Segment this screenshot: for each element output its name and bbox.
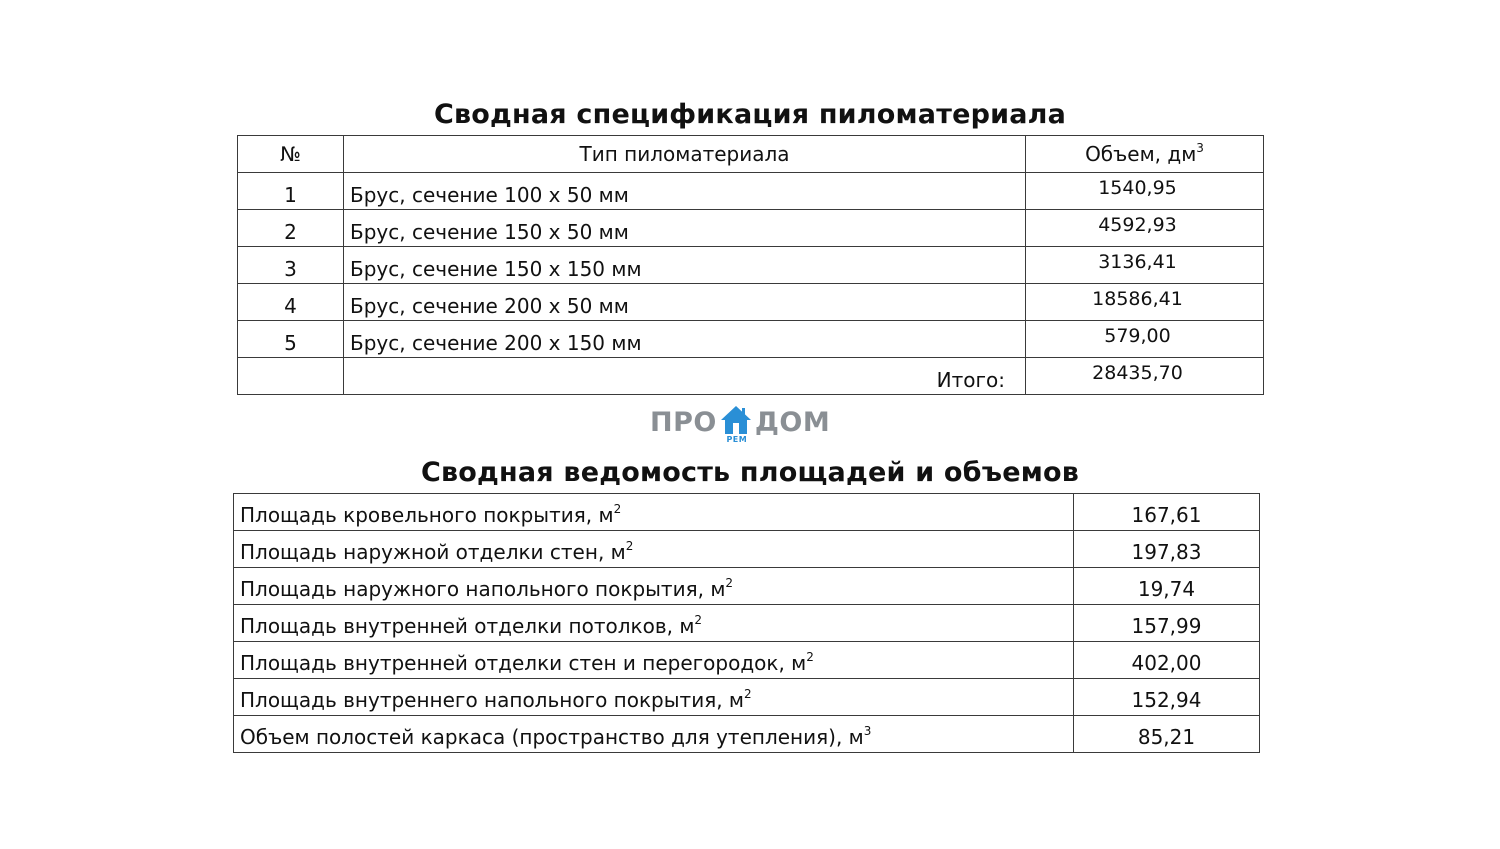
row-num: 3 [238,247,344,284]
total-empty-cell [238,358,344,395]
row-volume: 579,00 [1026,321,1264,358]
row-value: 157,99 [1074,605,1260,642]
row-type: Брус, сечение 150 х 150 мм [344,247,1026,284]
row-volume: 3136,41 [1026,247,1264,284]
areas-title: Сводная ведомость площадей и объемов [420,457,1080,488]
row-label-sup: 2 [694,613,703,627]
header-volume-sup: 3 [1196,141,1204,155]
total-label: Итого: [344,358,1026,395]
row-label [234,494,1074,531]
house-icon [719,404,753,444]
row-value: 85,21 [1074,716,1260,753]
row-value: 402,00 [1074,642,1260,679]
row-label-text: Площадь внутренней отделки стен и перегородок, м [240,651,807,675]
header-volume-label: Объем, дм [1085,142,1197,166]
table-row [238,284,1264,321]
row-num: 4 [238,284,344,321]
logo-word-right: ДОМ [754,407,831,438]
table-row [234,716,1260,753]
table-row [238,247,1264,284]
prodom-logo [650,404,850,444]
row-label-text: Площадь кровельного покрытия, м [240,503,614,527]
table-row [234,494,1260,531]
logo-word-left: ПРО [650,407,717,438]
row-type: Брус, сечение 200 х 50 мм [344,284,1026,321]
spec-title: Сводная спецификация пиломатериала [433,99,1067,130]
row-label [234,531,1074,568]
row-value: 197,83 [1074,531,1260,568]
row-label-sup: 2 [613,502,622,516]
row-label [234,605,1074,642]
row-label-text: Площадь наружного напольного покрытия, м [240,577,726,601]
row-value: 19,74 [1074,568,1260,605]
table-header-row [238,136,1264,173]
row-value: 152,94 [1074,679,1260,716]
table-row [234,605,1260,642]
table-row [238,173,1264,210]
table-row [238,321,1264,358]
row-label-sup: 2 [725,576,734,590]
row-value: 167,61 [1074,494,1260,531]
table-row [234,679,1260,716]
row-volume: 4592,93 [1026,210,1264,247]
table-row [234,642,1260,679]
header-volume [1026,136,1264,173]
row-label-text: Площадь наружной отделки стен, м [240,540,626,564]
lumber-spec-table [237,135,1264,395]
row-label-text: Объем полостей каркаса (пространство для утепления), м [240,725,864,749]
total-value: 28435,70 [1026,358,1264,395]
row-num: 1 [238,173,344,210]
row-label-sup: 3 [863,724,872,738]
row-type: Брус, сечение 100 х 50 мм [344,173,1026,210]
row-type: Брус, сечение 200 х 150 мм [344,321,1026,358]
row-volume: 18586,41 [1026,284,1264,321]
row-volume: 1540,95 [1026,173,1264,210]
row-label-sup: 2 [806,650,814,664]
total-row [238,358,1264,395]
row-label [234,716,1074,753]
areas-volumes-table [233,493,1260,753]
header-type: Тип пиломатериала [344,136,1026,173]
logo-subtext: РЕМ [726,435,748,444]
row-label-sup: 2 [625,539,634,553]
row-num: 2 [238,210,344,247]
row-label [234,679,1074,716]
row-type: Брус, сечение 150 х 50 мм [344,210,1026,247]
row-label-text: Площадь внутренней отделки потолков, м [240,614,695,638]
row-label [234,642,1074,679]
table-row [238,210,1264,247]
row-num: 5 [238,321,344,358]
table-row [234,568,1260,605]
table-row [234,531,1260,568]
row-label [234,568,1074,605]
row-label-text: Площадь внутреннего напольного покрытия, м [240,688,745,712]
row-label-sup: 2 [744,687,752,701]
header-num: № [238,136,344,173]
